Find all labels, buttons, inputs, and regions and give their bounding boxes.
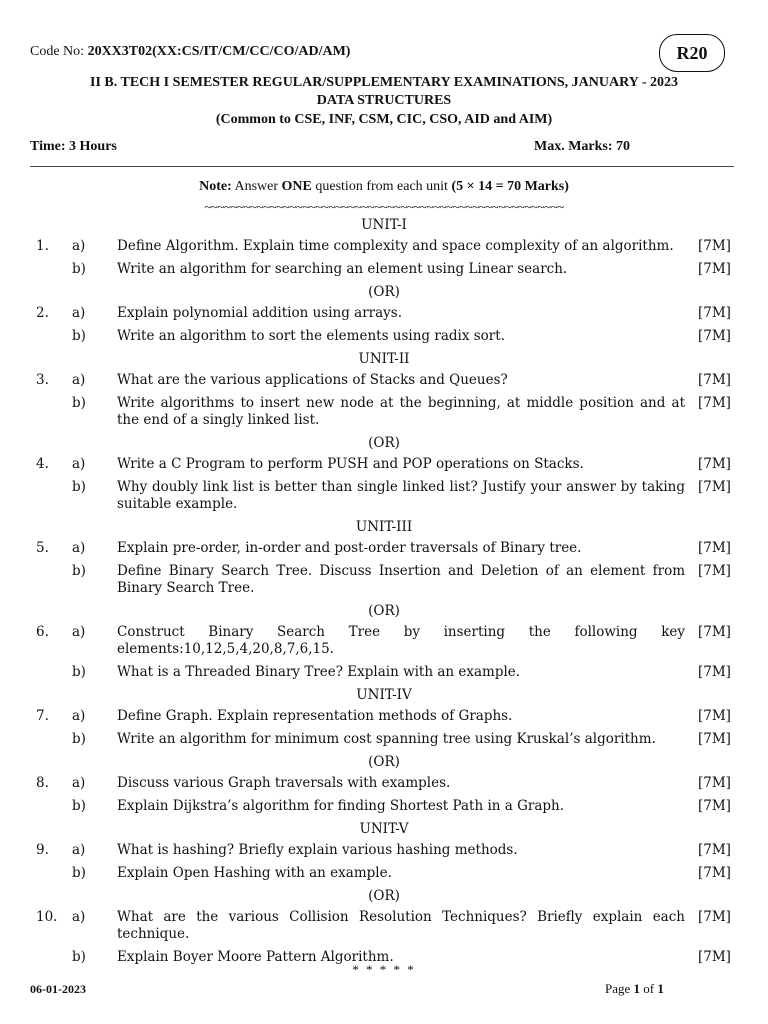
- or-separator: (OR): [368, 435, 400, 451]
- part-label: a): [72, 238, 86, 254]
- part-label: b): [72, 664, 86, 680]
- question-number: 5.: [36, 540, 49, 556]
- end-marker: * * * * *: [352, 962, 416, 977]
- question-text: Define Graph. Explain representation methods of Graphs.: [117, 708, 513, 724]
- question-part: [0, 662, 768, 681]
- part-label: a): [72, 842, 86, 858]
- part-label: a): [72, 909, 86, 925]
- question-text: Explain pre-order, in-order and post-order traversals of Binary tree.: [117, 540, 582, 556]
- unit-heading: UNIT-I: [361, 217, 407, 233]
- question-part: [0, 773, 768, 792]
- question-text: What are the various Collision Resolution Techniques? Briefly explain each technique.: [117, 909, 685, 942]
- part-label: a): [72, 456, 86, 472]
- question-text: Construct Binary Search Tree by inserting the following key elements:10,12,5,4,20,8,7,6,15.: [117, 624, 685, 657]
- question-part: [0, 259, 768, 278]
- unit-heading: UNIT-II: [358, 351, 410, 367]
- header-divider: [30, 166, 734, 167]
- marks-label: [7M]: [698, 540, 731, 556]
- note-marks: (5 × 14 = 70 Marks): [451, 179, 569, 194]
- page-total: 1: [657, 981, 664, 996]
- part-label: b): [72, 261, 86, 277]
- instruction-note: [0, 179, 768, 195]
- marks-label: [7M]: [698, 563, 731, 579]
- question-number: 3.: [36, 372, 49, 388]
- question-text: Explain Boyer Moore Pattern Algorithm.: [117, 949, 394, 965]
- question-part: [0, 706, 768, 725]
- common-to-line: (Common to CSE, INF, CSM, CIC, CSO, AID and AIM): [215, 112, 553, 127]
- max-marks-label: Max. Marks: 70: [534, 139, 631, 154]
- or-separator: (OR): [368, 754, 400, 770]
- note-label: Note:: [199, 179, 232, 194]
- question-text: What is a Threaded Binary Tree? Explain with an example.: [117, 664, 521, 680]
- question-text: Write an algorithm for searching an element using Linear search.: [117, 261, 568, 277]
- part-label: b): [72, 563, 86, 579]
- marks-label: [7M]: [698, 305, 731, 321]
- question-number: 7.: [36, 708, 49, 724]
- note-text-2: question from each unit: [311, 179, 452, 194]
- code-number: [30, 44, 350, 60]
- question-part: [0, 796, 768, 815]
- question-part: [0, 236, 768, 255]
- note-one: ONE: [281, 179, 312, 194]
- question-text: Explain polynomial addition using arrays.: [117, 305, 403, 321]
- unit-heading: UNIT-V: [359, 821, 409, 837]
- exam-title: II B. TECH I SEMESTER REGULAR/SUPPLEMENTARY EXAMINATIONS, JANUARY - 2023: [90, 75, 678, 90]
- marks-label: [7M]: [698, 238, 731, 254]
- question-part: [0, 326, 768, 345]
- part-label: b): [72, 328, 86, 344]
- question-part: [0, 454, 768, 473]
- part-label: b): [72, 731, 86, 747]
- part-label: b): [72, 798, 86, 814]
- question-text: Explain Dijkstra’s algorithm for finding Shortest Path in a Graph.: [117, 798, 565, 814]
- part-label: a): [72, 708, 86, 724]
- marks-label: [7M]: [698, 731, 731, 747]
- question-text: Write an algorithm to sort the elements using radix sort.: [117, 328, 505, 344]
- part-label: a): [72, 624, 86, 640]
- marks-label: [7M]: [698, 372, 731, 388]
- question-text: Write an algorithm for minimum cost spanning tree using Kruskal’s algorithm.: [117, 731, 656, 747]
- marks-label: [7M]: [698, 775, 731, 791]
- or-separator: (OR): [368, 603, 400, 619]
- question-text: Discuss various Graph traversals with examples.: [117, 775, 451, 791]
- page-number: 1: [633, 981, 641, 996]
- subject-title: DATA STRUCTURES: [316, 93, 452, 108]
- part-label: a): [72, 540, 86, 556]
- marks-label: [7M]: [698, 949, 731, 965]
- part-label: b): [72, 949, 86, 965]
- question-part: [0, 393, 768, 429]
- note-text-1: Answer: [231, 179, 282, 194]
- marks-label: [7M]: [698, 842, 731, 858]
- question-part: [0, 370, 768, 389]
- question-part: [0, 729, 768, 748]
- time-label: Time: 3 Hours: [30, 139, 117, 154]
- question-part: [0, 561, 768, 597]
- question-part: [0, 840, 768, 859]
- question-number: 8.: [36, 775, 49, 791]
- of-word: of: [640, 981, 658, 996]
- part-label: a): [72, 775, 86, 791]
- or-separator: (OR): [368, 888, 400, 904]
- question-number: 2.: [36, 305, 49, 321]
- unit-heading: UNIT-III: [355, 519, 413, 535]
- marks-label: [7M]: [698, 456, 731, 472]
- question-number: 4.: [36, 456, 49, 472]
- code-value: 20XX3T02(XX:CS/IT/CM/CC/CO/AD/AM): [87, 44, 351, 59]
- question-number: 6.: [36, 624, 49, 640]
- question-part: [0, 622, 768, 658]
- question-text: What is hashing? Briefly explain various hashing methods.: [117, 842, 518, 858]
- question-text: Write a C Program to perform PUSH and POP operations on Stacks.: [117, 456, 584, 472]
- unit-heading: UNIT-IV: [356, 687, 412, 703]
- regulation-badge: R20: [659, 34, 725, 72]
- question-number: 1.: [36, 238, 49, 254]
- code-prefix: Code No:: [30, 44, 88, 59]
- question-text: Write algorithms to insert new node at the beginning, at middle position and at the end of a singly linked list.: [117, 395, 685, 428]
- part-label: b): [72, 395, 86, 411]
- page-indicator: [605, 981, 664, 997]
- marks-label: [7M]: [698, 624, 731, 640]
- marks-label: [7M]: [698, 865, 731, 881]
- question-part: [0, 907, 768, 943]
- marks-label: [7M]: [698, 798, 731, 814]
- exam-date: 06-01-2023: [30, 982, 86, 996]
- part-label: a): [72, 305, 86, 321]
- question-part: [0, 538, 768, 557]
- question-part: [0, 303, 768, 322]
- question-number: 10.: [36, 909, 58, 925]
- question-text: What are the various applications of Stacks and Queues?: [117, 372, 508, 388]
- question-text: Explain Open Hashing with an example.: [117, 865, 392, 881]
- marks-label: [7M]: [698, 479, 731, 495]
- marks-label: [7M]: [698, 664, 731, 680]
- marks-label: [7M]: [698, 328, 731, 344]
- marks-label: [7M]: [698, 261, 731, 277]
- part-label: b): [72, 865, 86, 881]
- page-word: Page: [605, 981, 634, 996]
- marks-label: [7M]: [698, 909, 731, 925]
- question-text: Define Algorithm. Explain time complexity and space complexity of an algorithm.: [117, 238, 674, 254]
- marks-label: [7M]: [698, 708, 731, 724]
- question-part: [0, 477, 768, 513]
- or-separator: (OR): [368, 284, 400, 300]
- marks-label: [7M]: [698, 395, 731, 411]
- part-label: b): [72, 479, 86, 495]
- question-text: Define Binary Search Tree. Discuss Insertion and Deletion of an element from Binary Search Tree.: [117, 563, 685, 596]
- question-part: [0, 863, 768, 882]
- question-text: Why doubly link list is better than single linked list? Justify your answer by taking suitable example.: [117, 479, 685, 512]
- part-label: a): [72, 372, 86, 388]
- tilde-separator: ~~~~~~~~~~~~~~~~~~~~~~~~~~~~~~~~~~~~~~~~~~~~~~~~~~~~~~~: [204, 199, 564, 214]
- question-list: [0, 215, 768, 970]
- question-number: 9.: [36, 842, 49, 858]
